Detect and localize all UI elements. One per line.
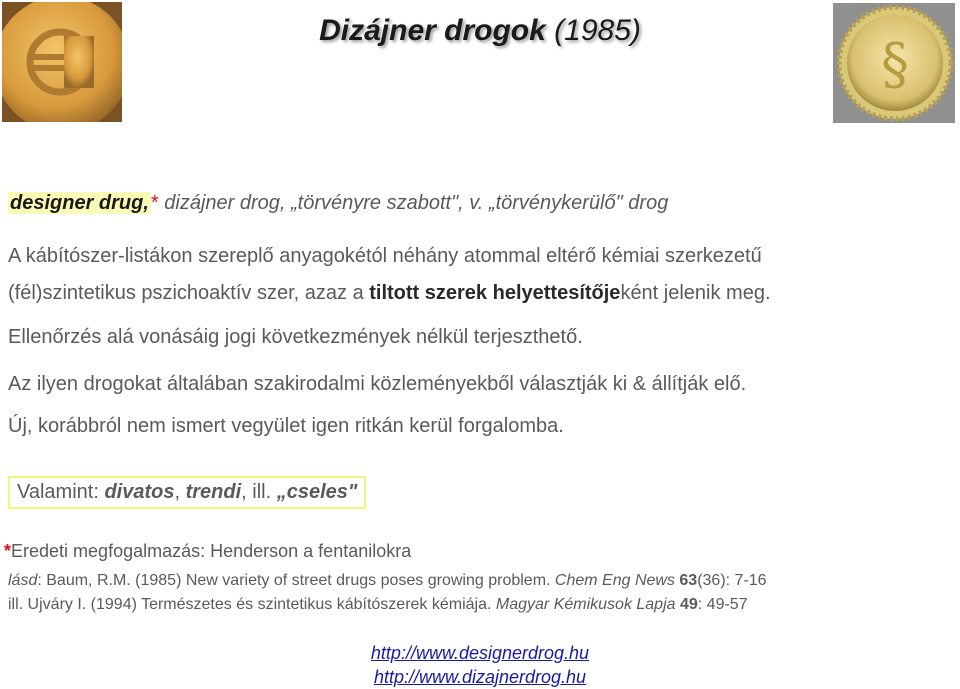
paragraph-seal-icon (833, 3, 955, 123)
definition-rest: dizájner drog, „törvényre szabott", v. „törvénykerülő" drog (158, 192, 669, 214)
box-word-cseles: „cseles" (276, 481, 358, 503)
title-year: (1985) (554, 14, 641, 47)
paragraph-line-1: A kábítószer-listákon szereplő anyagokétól néhány atommal eltérő kémiai szerkezetű (8, 245, 762, 267)
box-word-divatos: divatos (104, 481, 175, 503)
reference-1-volume: 63 (679, 572, 698, 589)
box-word-trendi: trendi (185, 481, 242, 503)
title-main: Dizájner drogok (319, 14, 546, 47)
origin-asterisk: * (4, 541, 12, 561)
box-sep-1: , (174, 481, 186, 503)
paragraph-line-2-c: ként jelenik meg. (620, 282, 771, 304)
reference-1-pages: (36): 7-16 (697, 572, 767, 589)
info-line-2: Az ilyen drogokat általában szakirodalmi közleményekből választják ki & állítják elő. (8, 373, 747, 395)
origin-note (4, 541, 411, 562)
link-dizajnerdrog[interactable]: http://www.dizajnerdrog.hu (373, 667, 587, 687)
link-designerdrog[interactable]: http://www.designerdrog.hu (370, 643, 590, 663)
link-row-1 (0, 643, 960, 664)
paragraph-line-2-a: (fél)szintetikus pszichoaktív szer, azaz a (8, 282, 370, 304)
paragraph-seal-image (833, 3, 955, 123)
reference-2-journal: Magyar Kémikusok Lapja (495, 596, 676, 613)
reference-2-pages: : 49-57 (697, 596, 748, 613)
reference-2 (8, 596, 748, 614)
box-sep-2: , ill. (241, 481, 277, 503)
valamint-box (8, 476, 366, 509)
reference-1 (8, 572, 767, 590)
info-line-3: Új, korábbról nem ismert vegyület igen ritkán kerül forgalomba. (8, 415, 564, 437)
origin-text: Eredeti megfogalmazás: Henderson a fentanilokra (11, 541, 412, 561)
box-prefix: Valamint: (17, 481, 105, 503)
reference-1-journal: Chem Eng News (554, 572, 675, 589)
definition-line (8, 192, 668, 215)
definition-asterisk: * (150, 192, 159, 214)
reference-2-text: ill. Ujváry I. (1994) Természetes és szintetikus kábítószerek kémiája. (8, 596, 496, 613)
reference-2-volume: 49 (679, 596, 698, 613)
svg-text:§: § (881, 32, 909, 97)
page-title (0, 14, 960, 48)
reference-1-text: : Baum, R.M. (1985) New variety of street drugs poses growing problem. (37, 572, 555, 589)
definition-term: designer drug, (10, 192, 149, 214)
link-row-2 (0, 667, 960, 688)
paragraph-line-2-bold: tiltott szerek helyettesítője (369, 282, 621, 304)
reference-1-lead: lásd (8, 572, 38, 589)
info-line-1: Ellenőrzés alá vonásáig jogi következmények nélkül terjeszthető. (8, 326, 583, 348)
paragraph-line-2 (8, 282, 771, 305)
